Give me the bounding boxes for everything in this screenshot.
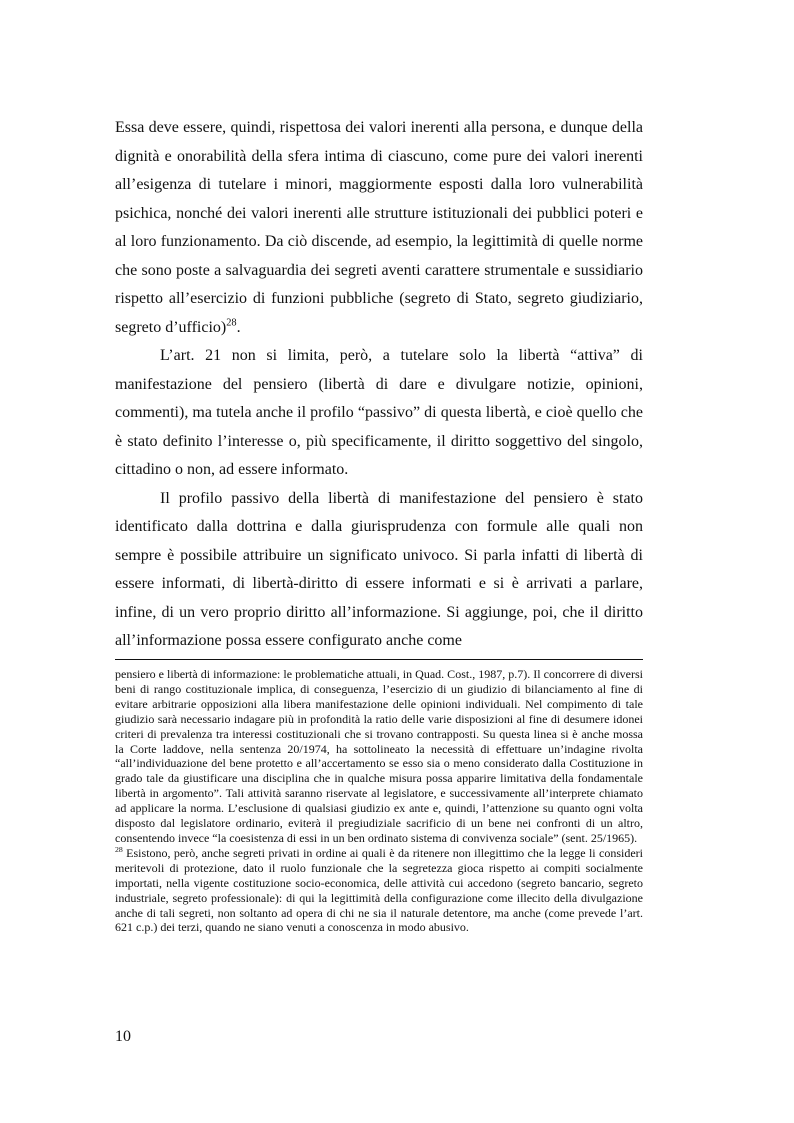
footnote-28-text: Esistono, però, anche segreti privati in ordine ai quali è da ritenere non illegittimo che la legge li consideri meritevoli di protezione, dato il ruolo funzionale che la segretezza gioca rispetto ai compiti socialmente importati, nella vigente costituzione socio-economica, delle attività cui accedono (segreto bancario, segreto industriale, segreto professionale): di qui la legittimità della configurazione come illecito della divulgazione anche di tali segreti, non soltanto ad opera di chi ne sia il naturale detentore, ma anche (come prevede l’art. 621 c.p.) dei terzi, quando ne siano venuti a conoscenza in modo abusivo.	[115, 845, 643, 935]
paragraph-1-end: .	[236, 318, 241, 336]
footnote-continuation: pensiero e libertà di informazione: le problematiche attuali, in Quad. Cost., 1987, p.7). Il concorrere di diversi beni di rango costituzionale implica, di conseguenza, l’esercizio di un giudizio di bilanciamento al fine di evitare arbitrarie opposizioni alla libera manifestazione delle opinioni individuali. Nel compimento di tale giudizio sarà necessario indagare più in profondità la ratio delle varie disposizioni al fine di desumere idonei criteri di prevalenza tra interessi costituzionali che si trovano contrapposti. Su questa linea si è anche mossa la Corte laddove, nella sentenza 20/1974, ha sottolineato la necessità di effettuare un’indagine rivolta “all’individuazione del bene protetto e all’accertamento se esso sia o meno considerato dalla Costituzione in grado tale da giustificare una disciplina che in qualche misura possa apparire limitativa della fondamentale libertà in argomento”. Tali attività saranno riservate al legislatore, e successivamente all’interprete chiamato ad applicare la norma. L’esclusione di qualsiasi giudizio ex ante e, quindi, l’attenzione su quanto ogni volta disposto dal legislatore ordinario, eviterà il pregiudiziale sacrificio di un bene nei confronti di un altro, consentendo invece “la coesistenza di essi in un ben ordinato sistema di convivenza sociale” (sent. 25/1965).	[115, 667, 643, 845]
footnotes	[115, 667, 643, 935]
paragraph-1-text: Essa deve essere, quindi, rispettosa dei valori inerenti alla persona, e dunque della dignità e onorabilità della sfera intima di ciascuno, come pure dei valori inerenti all’esigenza di tutelare i minori, maggiormente esposti dalla loro vulnerabilità psichica, nonché dei valori inerenti alle strutture istituzionali dei pubblici poteri e al loro funzionamento. Da ciò discende, ad esempio, la legittimità di quelle norme che sono poste a salvaguardia dei segreti aventi carattere strumentale e sussidiario rispetto all’esercizio di funzioni pubbliche (segreto di Stato, segreto giudiziario, segreto d’ufficio)	[115, 119, 643, 336]
footnote-28	[115, 846, 643, 935]
footnote-ref-28: 28	[226, 317, 237, 329]
footnote-28-number: 28	[115, 844, 123, 854]
main-text	[115, 114, 643, 656]
paragraph-1	[115, 114, 643, 342]
page-number: 10	[115, 1028, 131, 1045]
footnote-separator	[115, 659, 643, 660]
paragraph-3: Il profilo passivo della libertà di manifestazione del pensiero è stato identificato dalla dottrina e dalla giurisprudenza con formule alle quali non sempre è possibile attribuire un significato univoco. Si parla infatti di libertà di essere informati, di libertà-diritto di essere informati e si è arrivati a parlare, infine, di un vero proprio diritto all’informazione. Si aggiunge, poi, che il diritto all’informazione possa essere configurato anche come	[115, 489, 643, 649]
paragraph-2: L’art. 21 non si limita, però, a tutelare solo la libertà “attiva” di manifestazione del pensiero (libertà di dare e divulgare notizie, opinioni, commenti), ma tutela anche il profilo “passivo” di questa libertà, e cioè quello che è stato definito l’interesse o, più specificamente, il diritto soggettivo del singolo, cittadino o non, ad essere informato.	[115, 347, 643, 478]
